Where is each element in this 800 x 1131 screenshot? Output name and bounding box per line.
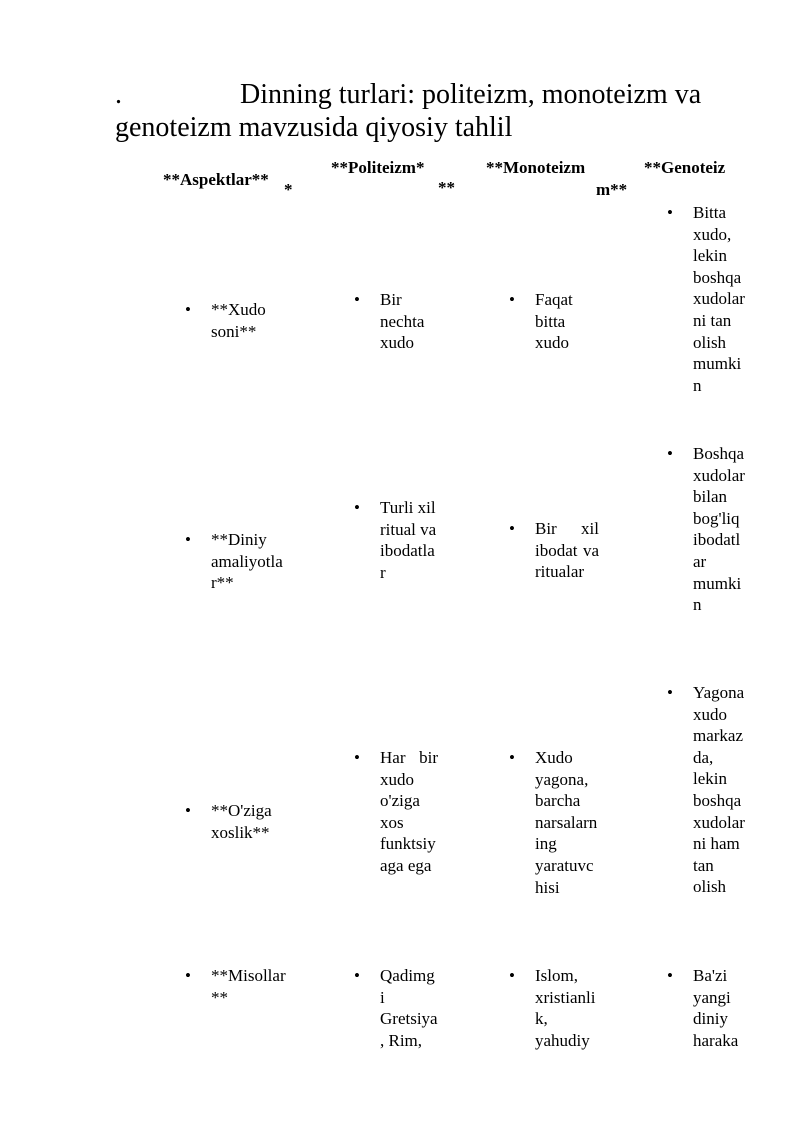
- header-politeizm-tail: **: [438, 178, 455, 197]
- bullet-icon: •: [509, 966, 515, 985]
- bullet-icon: •: [354, 498, 360, 517]
- bullet-icon: •: [509, 748, 515, 767]
- header-monoteizm-tail: m**: [596, 180, 628, 199]
- bullet-icon: •: [185, 530, 191, 549]
- header-aspektlar: **Aspektlar**: [163, 170, 269, 189]
- cell-genoteizm-row3: • Yagona xudo markazda, lekin boshqa xudolarni ham tan olish: [667, 683, 745, 897]
- bullet-icon: •: [667, 203, 673, 222]
- cell-monoteizm-row3: • Xudo yagona, barcha narsalarning yaratuvchisi: [509, 748, 598, 897]
- bullet-icon: •: [509, 290, 515, 309]
- cell-aspect-row3: • **O'ziga xoslik**: [185, 801, 272, 842]
- document-title: [115, 78, 755, 144]
- cell-genoteizm-row4: • Ba'zi yangi diniy haraka: [667, 966, 739, 1050]
- bullet-icon: •: [667, 966, 673, 985]
- title-text: Dinning turlari: politeizm, monoteizm va genoteizm mavzusida qiyosiy tahlil: [115, 79, 702, 143]
- title-prefix: .: [115, 79, 122, 110]
- bullet-icon: •: [354, 748, 360, 767]
- bullet-icon: •: [667, 444, 673, 463]
- bullet-icon: •: [667, 683, 673, 702]
- header-politeizm: **Politeizm*: [331, 158, 425, 177]
- cell-monoteizm-row1: • Faqat bitta xudo: [509, 290, 573, 353]
- header-genoteizm: **Genoteiz: [644, 158, 726, 177]
- header-aspektlar-tail: *: [284, 180, 293, 199]
- cell-politeizm-row4: • Qadimgi Gretsiya, Rim,: [354, 966, 438, 1050]
- cell-aspect-row4: • **Misollar**: [185, 966, 286, 1007]
- cell-aspect-row2: • **Diniy amaliyotlar**: [185, 530, 283, 593]
- bullet-icon: •: [509, 519, 515, 538]
- cell-politeizm-row2: • Turli xil ritual va ibodatlar: [354, 498, 437, 582]
- cell-aspect-row1: • **Xudo soni**: [185, 300, 266, 341]
- cell-genoteizm-row1: • Bitta xudo, lekin boshqa xudolarni tan olish mumkin: [667, 203, 745, 395]
- cell-monoteizm-row4: • Islom, xristianlik, yahudiy: [509, 966, 596, 1050]
- bullet-icon: •: [354, 966, 360, 985]
- bullet-icon: •: [185, 300, 191, 319]
- cell-genoteizm-row2: • Boshqa xudolar bilan bog'liq ibodatlar mumkin: [667, 444, 745, 615]
- bullet-icon: •: [185, 966, 191, 985]
- bullet-icon: •: [354, 290, 360, 309]
- header-monoteizm: **Monoteizm: [486, 158, 586, 177]
- cell-politeizm-row3: • Har bir xudo o'ziga xos funktsiyaga ega: [354, 748, 438, 875]
- bullet-icon: •: [185, 801, 191, 820]
- cell-monoteizm-row2: • Bir xil ibodat va ritualar: [509, 519, 599, 582]
- cell-politeizm-row1: • Bir nechta xudo: [354, 290, 425, 353]
